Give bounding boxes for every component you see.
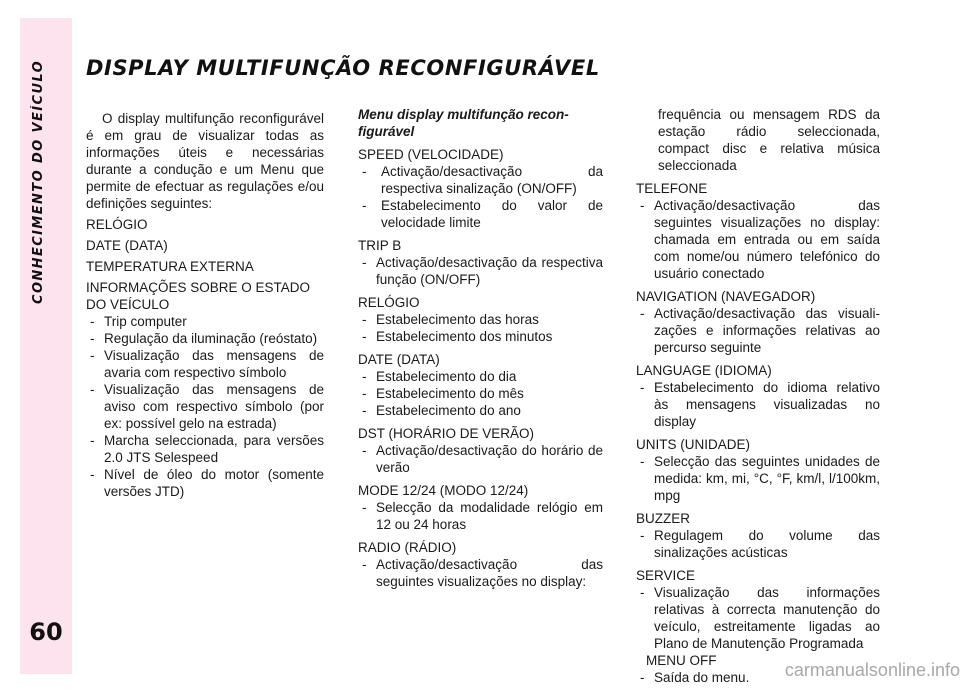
menu-heading: Menu display multifunção reconfigurável <box>358 107 569 139</box>
menu-group-date <box>358 351 603 419</box>
radio-continuation: frequência ou mensagem RDS da estação rádio seleccionada, compact disc e relativa música seleccionada <box>658 107 880 173</box>
list-item: - Activação/desactivação do horário de verão <box>362 443 603 475</box>
list-item: - Selecção da modalidade relógio em 12 ou 24 horas <box>362 500 603 532</box>
group-title: RELÓGIO <box>358 295 420 310</box>
list-item: - Activação/desactivação das seguintes visualizações no display: chamada em entrada ou em saída com nome/ou número telefónico do usuário conectado <box>640 198 880 281</box>
group-title: UNITS (UNIDADE) <box>636 437 750 452</box>
list-item: - Activação/desactivação das visualizações e informações relativas ao percurso seguinte <box>640 306 880 355</box>
intro-paragraph: O display multifunção reconfigurável é em grau de visualizar todas as informações úteis e necessárias durante a condução e um Menu que permite de efectuar as regulações e/ou definições seguintes: <box>86 111 324 211</box>
list-item: - Activação/desactivação das seguintes visualizações no display: <box>362 557 603 589</box>
menu-group-radio <box>358 539 603 590</box>
group-title: DATE (DATA) <box>358 352 440 367</box>
list-item: - Regulagem do volume das sinalizações acústicas <box>640 528 880 560</box>
list-item: - Estabelecimento do ano <box>362 403 521 418</box>
group-title: TRIP B <box>358 238 402 253</box>
section-title: CONHECIMENTO DO VEÍCULO <box>31 60 46 305</box>
list-item: - Regulação da iluminação (reóstato) <box>90 331 318 346</box>
list-item: - Trip computer <box>90 314 187 329</box>
column-3 <box>636 106 880 686</box>
column-2 <box>358 106 603 590</box>
page-title: DISPLAY MULTIFUNÇÃO RECONFIGURÁVEL <box>86 56 600 80</box>
menu-group-relogio <box>358 294 603 345</box>
info-list <box>86 313 324 500</box>
menu-group-service <box>636 567 880 652</box>
list-item: - Estabelecimento do dia <box>362 369 517 384</box>
menu-group-dst <box>358 425 603 476</box>
column-1 <box>86 110 324 500</box>
group-title: MODE 12/24 (MODO 12/24) <box>358 483 529 498</box>
menu-group-mode <box>358 482 603 533</box>
list-item: - Estabelecimento do mês <box>362 386 524 401</box>
menu-group-units <box>636 436 880 504</box>
watermark: carmanualsonline.info <box>784 660 960 680</box>
menu-group-telefone <box>636 180 880 282</box>
menu-off-label: MENU OFF <box>646 653 717 668</box>
menu-item-date: DATE (DATA) <box>86 238 168 253</box>
group-title: RADIO (RÁDIO) <box>358 540 457 555</box>
list-item: - Estabelecimento dos minutos <box>362 329 553 344</box>
list-item: - Selecção das seguintes unidades de medida: km, mi, °C, °F, km/l, l/100km, mpg <box>640 454 880 503</box>
list-item: - Saída do menu. <box>640 670 750 685</box>
menu-group-speed <box>358 146 603 231</box>
list-item: - Visualização das mensagens de avaria com respectivo símbolo <box>90 348 324 380</box>
group-title: TELEFONE <box>636 181 708 196</box>
list-item: - Visualização das mensagens de aviso com respectivo símbolo (por ex: possível gelo na estrada) <box>90 382 324 431</box>
group-title: NAVIGATION (NAVEGADOR) <box>636 289 816 304</box>
list-item: - Nível de óleo do motor (somente versões JTD) <box>90 467 324 499</box>
menu-group-trip-b <box>358 237 603 288</box>
list-item: - Estabelecimento do idioma relativo às mensagens visualizadas no display <box>640 380 880 429</box>
list-item: - Marcha seleccionada, para versões 2.0 JTS Selespeed <box>90 433 324 465</box>
menu-item-temperature: TEMPERATURA EXTERNA <box>86 259 254 274</box>
group-title: SERVICE <box>636 568 696 583</box>
page-number: 60 <box>29 618 63 646</box>
list-item: - Estabelecimento do valor de velocidade limite <box>362 198 603 230</box>
group-title: BUZZER <box>636 511 690 526</box>
list-item: - Activação/desactivação da respectiva função (ON/OFF) <box>362 255 603 287</box>
group-title: SPEED (VELOCIDADE) <box>358 147 504 162</box>
group-title: LANGUAGE (IDIOMA) <box>636 363 772 378</box>
menu-group-buzzer <box>636 510 880 561</box>
info-heading-line-1: INFORMAÇÕES SOBRE O ESTADO <box>86 280 311 295</box>
group-title: DST (HORÁRIO DE VERÃO) <box>358 426 535 441</box>
info-heading-line-2: DO VEÍCULO <box>86 297 170 312</box>
list-item: - Activação/desactivação da respectiva sinalização (ON/OFF) <box>362 164 603 196</box>
list-item: - Estabelecimento das horas <box>362 312 539 327</box>
menu-group-language <box>636 362 880 430</box>
menu-item-relogio: RELÓGIO <box>86 217 148 232</box>
menu-group-navigation <box>636 288 880 356</box>
list-item: - Visualização das informações relativas à correcta manutenção do veículo, estreitamente ligadas ao Plano de Manutenção Programada <box>640 585 880 651</box>
